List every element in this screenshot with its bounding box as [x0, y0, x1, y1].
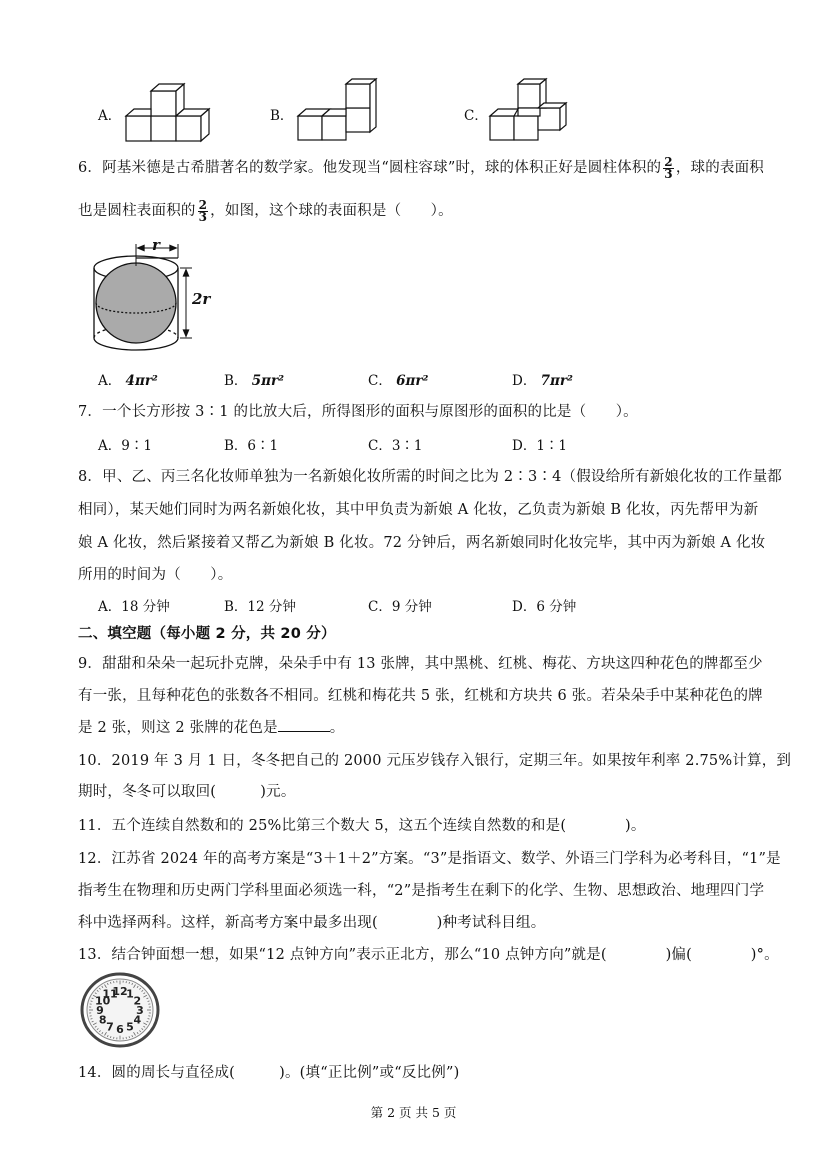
q5-option-b-cube-figure: [296, 82, 382, 144]
option-value: 7πr²: [540, 373, 573, 389]
q8-line-1: 8．甲、乙、丙三名化妆师单独为一名新娘化妆所需的时间之比为 2∶3∶4（假设给所有新娘化妆的工作量都: [78, 469, 783, 485]
q8-line-3: 娘 A 化妆，然后紧接着又帮乙为新娘 B 化妆。72 分钟后，两名新娘同时化妆完毕，其中丙为新娘 A 化妆: [78, 535, 766, 551]
q6-text-1b: ，球的表面积: [675, 160, 765, 176]
q12-line-3: 科中选择两科。这样，新高考方案中最多出现( )种考试科目组。: [78, 915, 546, 931]
q8-option-d[interactable]: D．6 分钟: [512, 599, 577, 615]
q9-line-3: [78, 716, 345, 737]
option-value: 6πr²: [396, 373, 429, 389]
q6-fraction-2: [198, 197, 209, 224]
q7-option-b[interactable]: B．6∶1: [224, 438, 279, 454]
option-value: 4πr²: [125, 373, 158, 389]
q8-option-a[interactable]: A．18 分钟: [98, 599, 170, 615]
clock-tick: [148, 1001, 150, 1002]
option-value: 5πr²: [251, 373, 285, 389]
q7-option-a[interactable]: A．9∶1: [98, 438, 152, 454]
q9-text: 是 2 张，则这 2 张牌的花色是: [78, 720, 278, 736]
q6-figure-diameter-label: 2r: [192, 290, 211, 308]
q5-option-b-label: B．: [270, 108, 294, 124]
q6-option-a[interactable]: [98, 369, 158, 389]
clock-number: 7: [106, 1020, 114, 1034]
q9-line-1: 9．甜甜和朵朵一起玩扑克牌，朵朵手中有 13 张牌，其中黑桃、红桃、梅花、方块这四种花色的牌都至少: [78, 656, 763, 672]
q7-option-c[interactable]: C．3∶1: [368, 438, 423, 454]
clock-tick: [91, 1019, 93, 1020]
clock-number: 6: [116, 1023, 124, 1036]
clock-number: 4: [133, 1013, 142, 1027]
q6-text-2a: 也是圆柱表面积的: [78, 203, 196, 219]
q10-line-1: 10．2019 年 3 月 1 日，冬冬把自己的 2000 元压岁钱存入银行，定期三年。如果按年利率 2.75%计算，到: [78, 753, 792, 769]
q5-option-a-cube-figure: [124, 82, 220, 144]
q6-text-2b: ，如图，这个球的表面积是（ ）。: [210, 203, 453, 219]
clock-number: 3: [136, 1004, 144, 1017]
clock-number: 12: [112, 985, 128, 998]
q9-line-2: 有一张，且每种花色的张数各不相同。红桃和梅花共 5 张，红桃和方块共 6 张。若朵朵手中某种花色的牌: [78, 688, 763, 704]
clock-tick: [148, 1019, 150, 1020]
option-label: A．: [98, 373, 122, 389]
option-label: D．: [512, 373, 537, 389]
q7-question: 7．一个长方形按 3∶1 的比放大后，所得图形的面积与原图形的面积的比是（ ）。: [78, 404, 638, 420]
option-label: C．: [368, 373, 392, 389]
q9-answer-blank[interactable]: [278, 717, 330, 732]
q13-clock-face: [80, 972, 160, 1048]
fraction-denominator: 3: [198, 209, 208, 224]
q14-question: 14．圆的周长与直径成( )。(填“正比例”或“反比例”): [78, 1065, 460, 1081]
q8-option-b[interactable]: B．12 分钟: [224, 599, 296, 615]
q6-option-c[interactable]: [368, 369, 428, 389]
q6-text-1a: 6．阿基米德是古希腊著名的数学家。他发现当“圆柱容球”时，球的体积正好是圆柱体积的: [78, 160, 662, 176]
q8-option-c[interactable]: C．9 分钟: [368, 599, 432, 615]
clock-number: 2: [133, 994, 142, 1008]
section-2-title: 二、填空题（每小题 2 分，共 20 分）: [78, 626, 336, 642]
q6-line-1: [78, 156, 764, 180]
q6-figure-radius-label: r: [152, 236, 160, 254]
q6-option-b[interactable]: [224, 369, 284, 389]
q6-fraction-1: [663, 154, 674, 181]
clock-number: 8: [98, 1013, 107, 1027]
q10-line-2: 期时，冬冬可以取回( )元。: [78, 784, 296, 800]
q7-option-d[interactable]: D．1∶1: [512, 438, 568, 454]
q6-option-d[interactable]: [512, 369, 573, 389]
q12-line-2: 指考生在物理和历史两门学科里面必须选一科，“2”是指考生在剩下的化学、生物、思想政治、地理四门学: [78, 883, 765, 899]
clock-number: 11: [102, 987, 118, 1001]
option-label: B．: [224, 373, 248, 389]
fraction-denominator: 3: [664, 166, 673, 181]
clock-number: 9: [96, 1004, 104, 1017]
q13-question: 13．结合钟面想一想，如果“12 点钟方向”表示正北方，那么“10 点钟方向”就是( )偏( )°。: [78, 947, 779, 963]
clock-number: 1: [126, 987, 134, 1001]
q8-line-2: 相同），某天她们同时为两名新娘化妆，其中甲负责为新娘 A 化妆，乙负责为新娘 B 化妆，丙先帮甲为新: [78, 502, 759, 518]
clock-number: 10: [95, 994, 111, 1008]
q5-option-a-label: A．: [98, 108, 122, 124]
fraction-numerator: 2: [198, 197, 208, 212]
page-footer: 第 2 页 共 5 页: [370, 1105, 457, 1120]
q5-option-c-cube-figure: [488, 82, 568, 144]
clock-tick: [91, 1001, 93, 1002]
q12-line-1: 12．江苏省 2024 年的高考方案是“3＋1＋2”方案。“3”是指语文、数学、外语三门学科为必考科目，“1”是: [78, 851, 781, 867]
q11-question: 11．五个连续自然数和的 25%比第三个数大 5，这五个连续自然数的和是( )。: [78, 818, 646, 834]
q6-line-2: [78, 199, 453, 223]
fraction-numerator: 2: [664, 154, 673, 169]
q9-text-end: 。: [329, 720, 345, 736]
clock-number: 5: [126, 1020, 134, 1034]
q5-option-c-label: C．: [464, 108, 488, 124]
q8-line-4: 所用的时间为（ ）。: [78, 567, 233, 583]
